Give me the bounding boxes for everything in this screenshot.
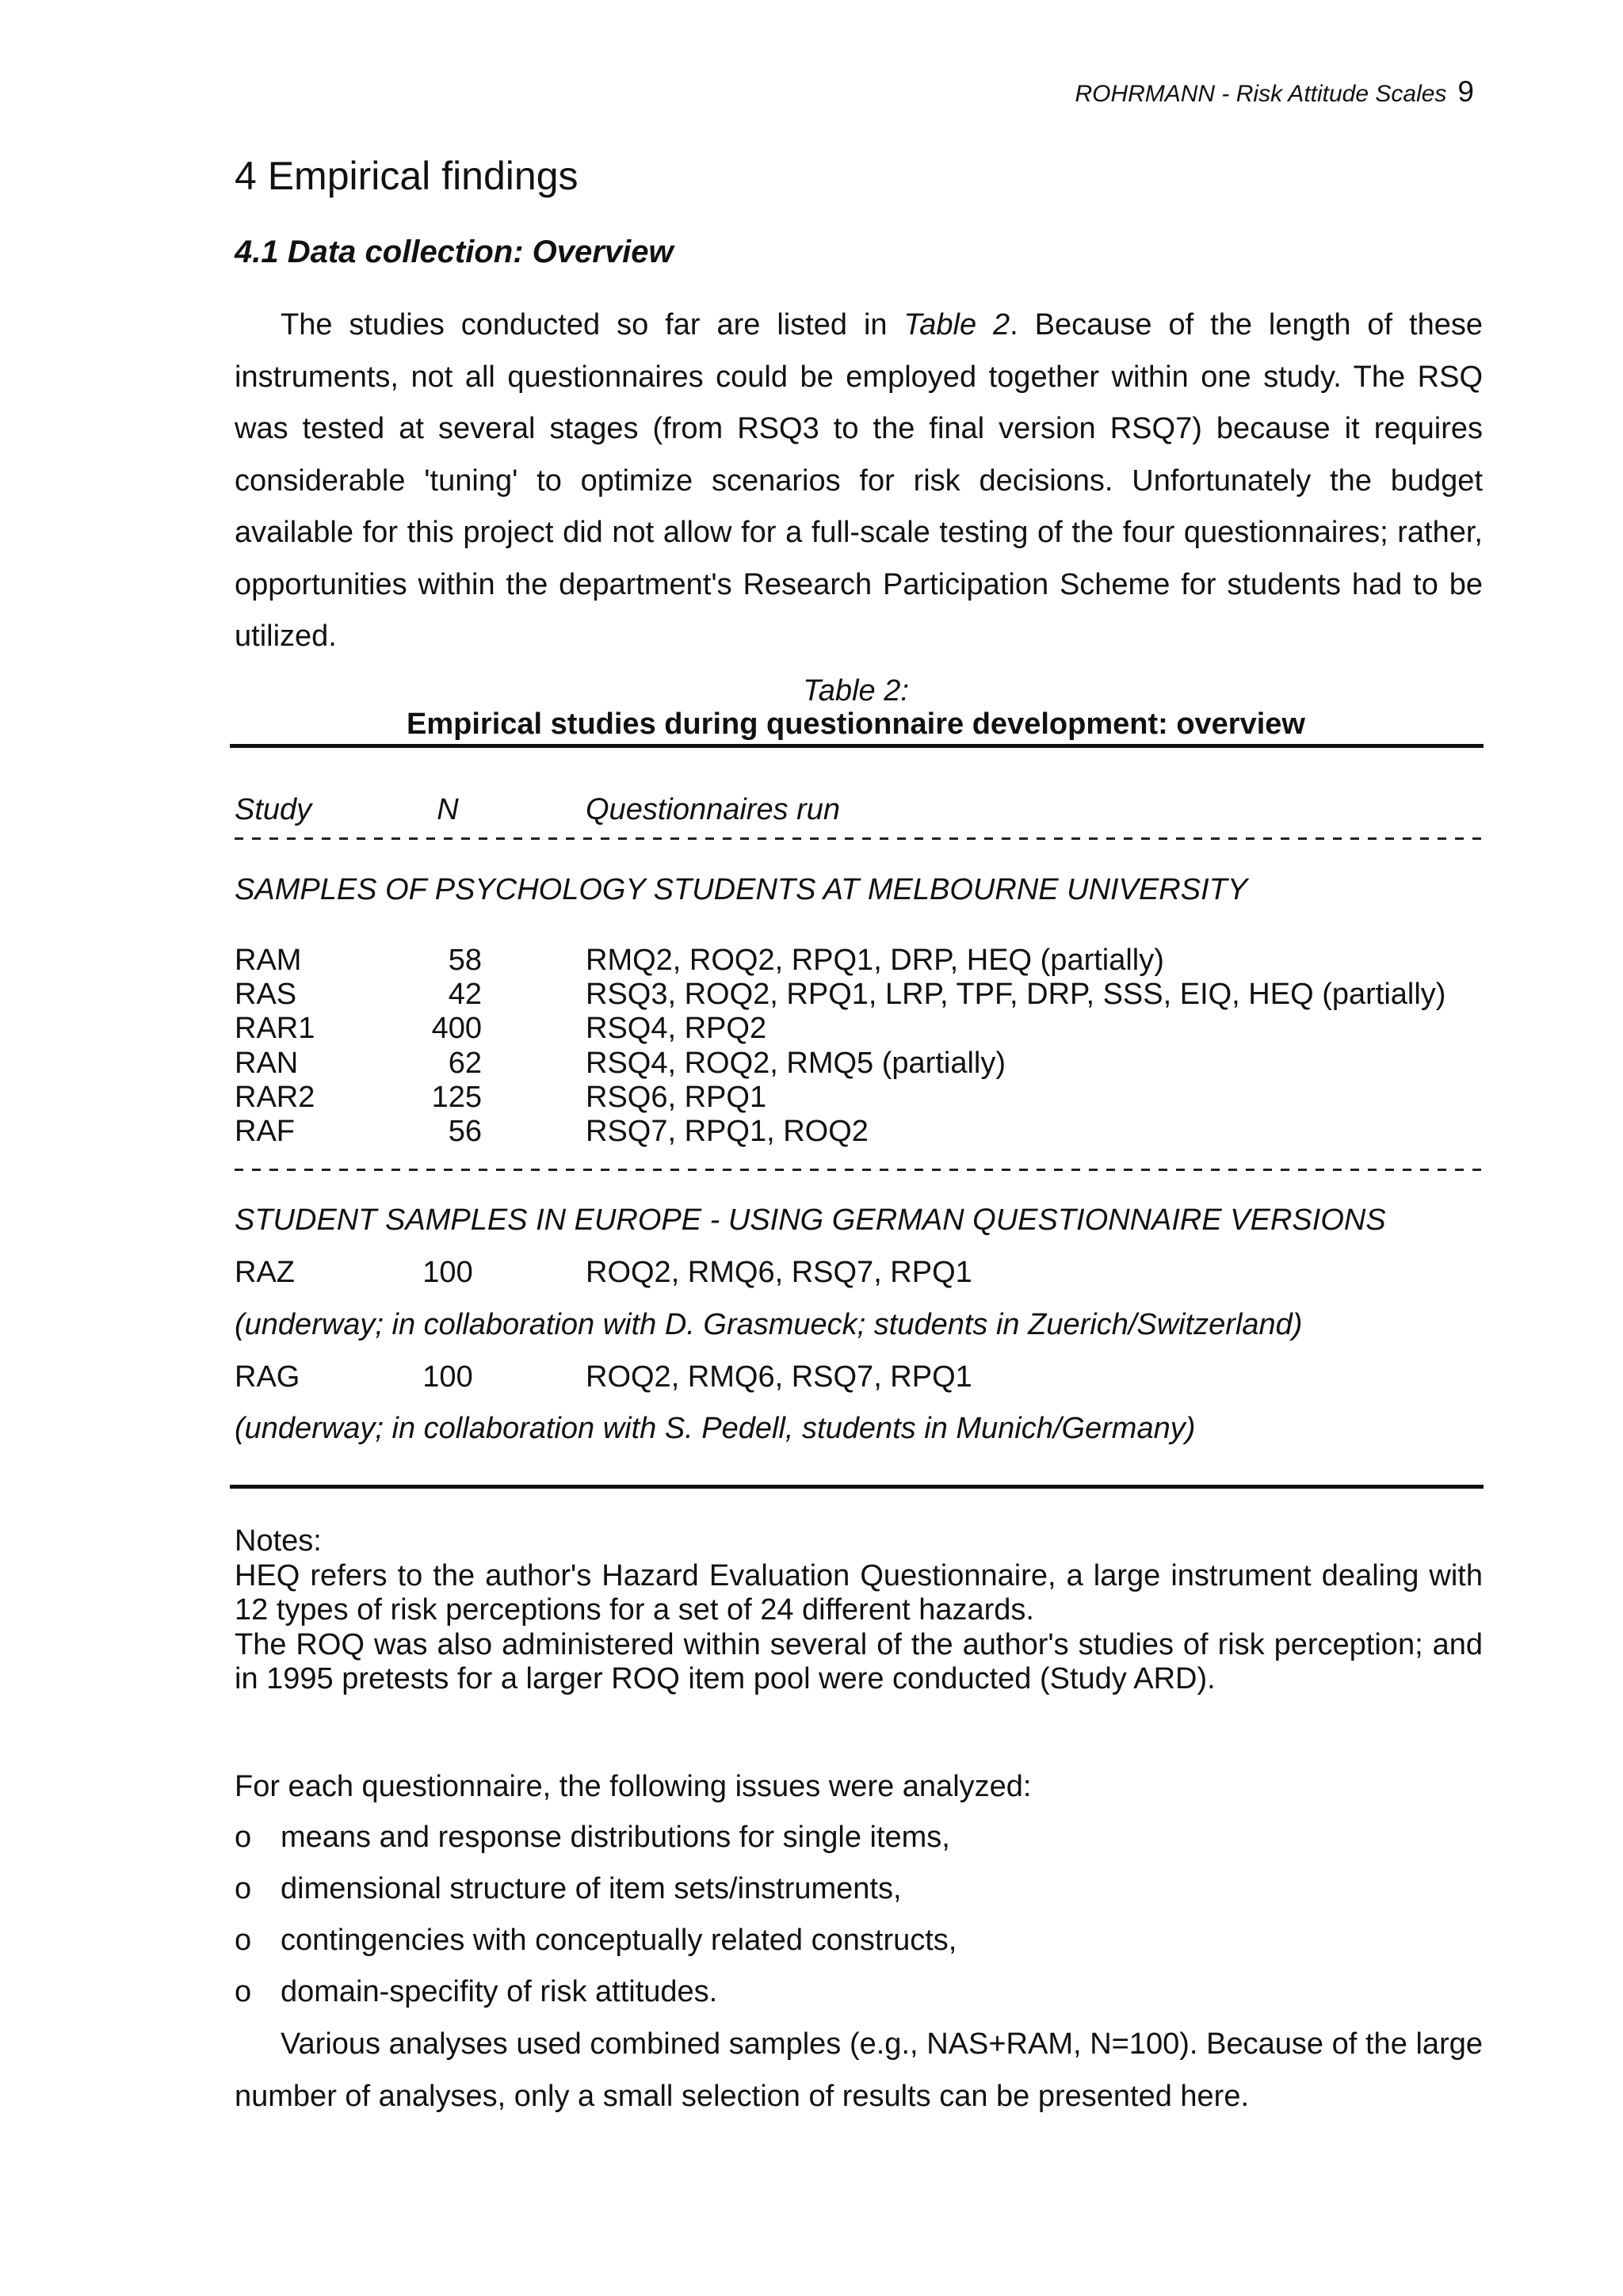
- bullet-text: contingencies with conceptually related constructs,: [281, 1924, 957, 1957]
- row-study: RAF: [235, 1115, 295, 1148]
- row-questionnaires: RSQ3, ROQ2, RPQ1, LRP, TPF, DRP, SSS, EIQ, HEQ (partially): [586, 978, 1446, 1011]
- table-bottom-rule: [230, 1485, 1484, 1489]
- bullet-marker: o: [235, 1872, 252, 1905]
- bullet-text: means and response distributions for single items,: [281, 1821, 950, 1854]
- bullet-marker: o: [235, 1821, 252, 1854]
- row-questionnaires: RSQ4, RPQ2: [586, 1012, 767, 1045]
- table-caption-title: Empirical studies during questionnaire development: overview: [407, 707, 1305, 741]
- note-roq: The ROQ was also administered within several of the author's studies of risk perception; and in 1995 pretests for a larger ROQ item pool were conducted (Study ARD).: [235, 1627, 1483, 1696]
- row-questionnaires: ROQ2, RMQ6, RSQ7, RPQ1: [586, 1256, 972, 1289]
- row-n: 42: [448, 978, 482, 1011]
- row-study: RAZ: [235, 1256, 295, 1289]
- row-n: 62: [448, 1047, 482, 1080]
- running-head: [1075, 76, 1474, 110]
- paragraph-text-1: The studies conducted so far are listed in: [281, 308, 904, 341]
- row-study: RAS: [235, 978, 297, 1011]
- row-questionnaires: RSQ7, RPQ1, ROQ2: [586, 1115, 869, 1148]
- row-questionnaires: RSQ4, ROQ2, RMQ5 (partially): [586, 1047, 1006, 1080]
- row-questionnaires: RMQ2, ROQ2, RPQ1, DRP, HEQ (partially): [586, 944, 1164, 977]
- bullet-text: dimensional structure of item sets/instruments,: [281, 1872, 902, 1905]
- analysis-intro: For each questionnaire, the following issues were analyzed:: [235, 1770, 1032, 1803]
- table-dashed-rule: [235, 1169, 1483, 1171]
- bullet-item: [235, 1920, 957, 1960]
- table-top-rule: [230, 744, 1484, 748]
- header-n: N: [437, 793, 459, 826]
- row-n: 58: [448, 944, 482, 977]
- paragraph-text-2: . Because of the length of these instruments, not all questionnaires could be employed together within one study. The RSQ was tested at several stages (from RSQ3 to the final version RSQ7) because it requires considerable 'tuning' to optimize scenarios for risk decisions. Unfortunately the budget available for this project did not allow for a full-scale testing of the four questionnaires; rather, opportunities within the department's Research Participation Scheme for students had to be utilized.: [235, 308, 1483, 653]
- overview-paragraph: [235, 299, 1483, 663]
- row-study: RAM: [235, 944, 302, 977]
- group-title-europe: STUDENT SAMPLES IN EUROPE - USING GERMAN QUESTIONNAIRE VERSIONS: [235, 1203, 1386, 1237]
- row-n: 56: [448, 1115, 482, 1148]
- row-study: RAG: [235, 1360, 300, 1394]
- row-n: 100: [422, 1360, 473, 1394]
- row-study: RAR1: [235, 1012, 315, 1045]
- bullet-item: [235, 1972, 717, 2012]
- row-questionnaires: ROQ2, RMQ6, RSQ7, RPQ1: [586, 1360, 972, 1394]
- bullet-marker: o: [235, 1975, 252, 2008]
- table-reference: Table 2: [903, 308, 1010, 341]
- closing-paragraph: Various analyses used combined samples (e.g., NAS+RAM, N=100). Because of the large number of analyses, only a small selection of results can be presented here.: [235, 2027, 1483, 2113]
- row-study: RAN: [235, 1047, 299, 1080]
- row-study: RAR2: [235, 1081, 315, 1114]
- bullet-item: [235, 1817, 950, 1857]
- section-heading: 4 Empirical findings: [235, 154, 579, 198]
- group-title-melbourne: SAMPLES OF PSYCHOLOGY STUDENTS AT MELBOURNE UNIVERSITY: [235, 873, 1248, 906]
- bullet-marker: o: [235, 1924, 252, 1957]
- running-title: ROHRMANN - Risk Attitude Scales: [1075, 81, 1447, 107]
- table-dashed-rule: [235, 837, 1483, 840]
- subsection-heading: 4.1 Data collection: Overview: [235, 235, 674, 269]
- bullet-text: domain-specifity of risk attitudes.: [281, 1975, 718, 2008]
- row-n: 125: [431, 1081, 482, 1114]
- row-n: 100: [422, 1256, 473, 1289]
- row-note: (underway; in collaboration with D. Grasmueck; students in Zuerich/Switzerland): [235, 1308, 1303, 1341]
- table-notes: [235, 1524, 1483, 1697]
- notes-label: Notes:: [235, 1524, 322, 1558]
- header-study: Study: [235, 793, 312, 826]
- page-number: 9: [1457, 75, 1474, 108]
- bullet-item: [235, 1869, 902, 1909]
- row-note: (underway; in collaboration with S. Pedell, students in Munich/Germany): [235, 1412, 1196, 1445]
- row-questionnaires: RSQ6, RPQ1: [586, 1081, 767, 1114]
- table-caption-label: Table 2:: [803, 674, 909, 707]
- note-heq: HEQ refers to the author's Hazard Evaluation Questionnaire, a large instrument dealing with 12 types of risk perceptions for a set of 24 different hazards.: [235, 1558, 1483, 1627]
- header-questionnaires: Questionnaires run: [586, 793, 841, 826]
- row-n: 400: [431, 1012, 482, 1045]
